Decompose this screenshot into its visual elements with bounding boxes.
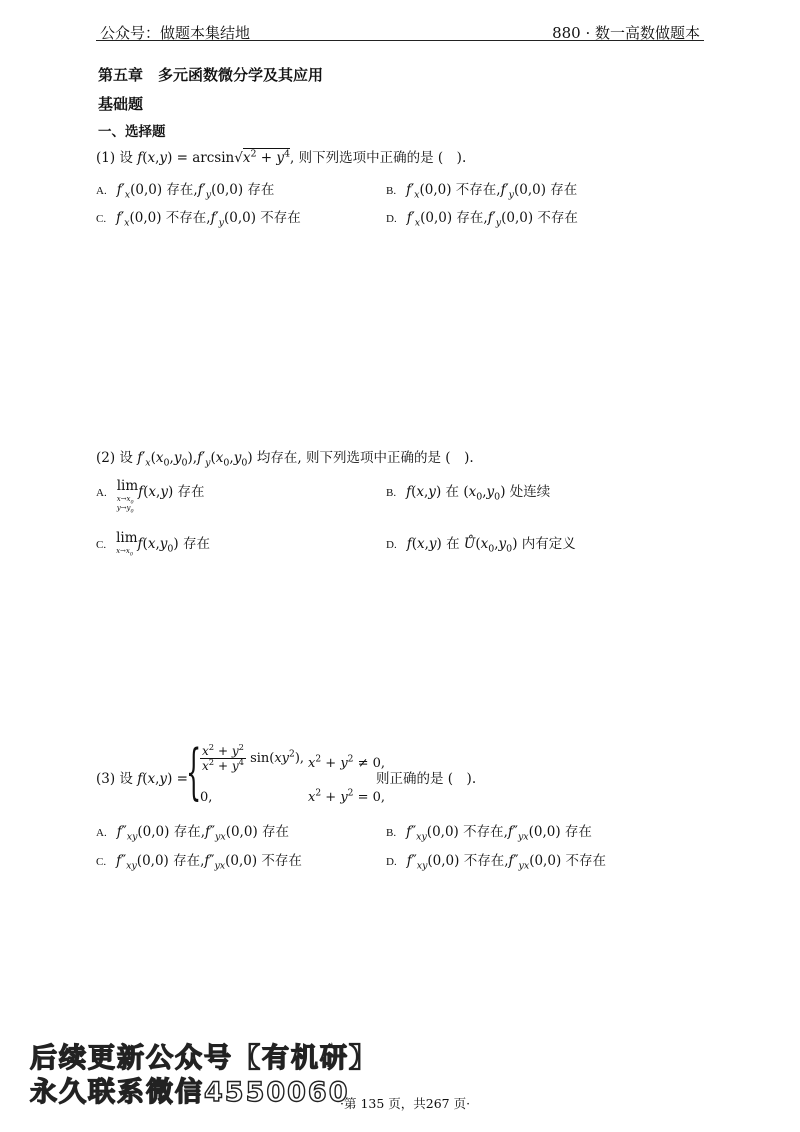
option-letter: B. [386, 827, 397, 839]
q3-prefix: (3) 设 [96, 771, 133, 787]
q2-option-c[interactable]: C. lim $x\to x_0$ $f(x,y_0)$ 存在 [96, 530, 210, 557]
subsection-title: 一、选择题 [98, 124, 166, 140]
q3-option-c[interactable]: C. $f''_{xy}(0,0)$ 存在$,f''_{yx}(0,0)$ 不存在 [96, 853, 302, 872]
option-letter: D. [386, 213, 397, 225]
q1-prefix: (1) 设 [96, 150, 133, 166]
limit-operator: lim $x\to x_0$ [116, 530, 138, 557]
q1-suffix: , 则下列选项中正确的是 ( ). [290, 150, 467, 166]
option-letter: B. [386, 487, 397, 499]
watermark-line-2: 永久联系微信4550060 [30, 1077, 350, 1108]
q1-option-d[interactable]: D. $f'_x(0,0)$ 存在$,f'_y(0,0)$ 不存在 [386, 210, 578, 229]
option-letter: A. [96, 185, 107, 197]
option-letter: C. [96, 856, 107, 868]
watermark-line-1: 后续更新公众号【有机研】 [30, 1043, 378, 1074]
question-2 [96, 446, 474, 469]
q3-option-b[interactable]: B. $f''_{xy}(0,0)$ 不存在$,f''_{yx}(0,0)$ 存在 [386, 824, 592, 843]
q1-option-c[interactable]: C. $f'_x(0,0)$ 不存在$,f'_y(0,0)$ 不存在 [96, 210, 301, 229]
q2-formula: $f'_x(x_0,y_0),f'_y(x_0,y_0)$ [137, 450, 253, 469]
chapter-title: 第五章 多元函数微分学及其应用 [98, 66, 324, 84]
q3-prefix-line: (3) 设 f(x,y) = [96, 771, 188, 787]
q3-option-a[interactable]: A. $f''_{xy}(0,0)$ 存在$,f''_{yx}(0,0)$ 存在 [96, 824, 289, 843]
q1-formula: $f(x,y) = \arcsin√x^2 + y^4$ [137, 148, 291, 166]
piecewise-case-2: 0, [200, 790, 213, 805]
piecewise-cond-1: $x^2 + y^2 \ne 0$, [308, 754, 386, 771]
page-footer: ·第 135 页，共267 页· [340, 1096, 471, 1111]
piecewise-brace: { [186, 737, 202, 807]
q2-option-a[interactable]: A. lim $x\to x_0$ $y\to y_0$ f(x,y) 存在 [96, 478, 205, 514]
header-rule [96, 40, 704, 41]
q2-option-b[interactable]: B. f(x,y) 在 $(x_0,y_0)$ 处连续 [386, 484, 551, 503]
fraction: $\frac{x^2 + y^2}{x^2 + y^4}$ [202, 742, 244, 773]
limit-operator: lim $x\to x_0$ $y\to y_0$ [116, 478, 139, 514]
q3-option-d[interactable]: D. $f''_{xy}(0,0)$ 不存在$,f''_{yx}(0,0)$ 不存在 [386, 853, 606, 872]
q2-suffix: 均存在, 则下列选项中正确的是 ( ). [252, 450, 474, 466]
q2-prefix: (2) 设 [96, 450, 133, 466]
header-left: 公众号：做题本集结地 [100, 24, 251, 42]
q3-suffix: 则正确的是 ( ). [376, 771, 477, 787]
option-letter: D. [386, 856, 397, 868]
option-letter: D. [386, 539, 397, 551]
header-right: 880 · 数一高数做题本 [552, 24, 700, 42]
q1-option-a[interactable]: A. $f'_x(0,0)$ 存在$,f'_y(0,0)$ 存在 [96, 182, 275, 201]
piecewise-case-1: $\frac{x^2 + y^2}{x^2 + y^4}$ $\sin(xy^2)$, [202, 742, 305, 773]
q2-option-d[interactable]: D. f(x,y) 在 $Ů(x_0,y_0)$ 内有定义 [386, 536, 576, 555]
option-letter: C. [96, 213, 107, 225]
option-letter: B. [386, 185, 397, 197]
option-letter: A. [96, 827, 107, 839]
option-letter: C. [96, 539, 107, 551]
section-title: 基础题 [98, 95, 144, 113]
piecewise-cond-2: $x^2 + y^2 = 0$, [308, 788, 386, 805]
q1-option-b[interactable]: B. $f'_x(0,0)$ 不存在$,f'_y(0,0)$ 存在 [386, 182, 578, 201]
option-letter: A. [96, 487, 107, 499]
question-1 [96, 146, 466, 166]
